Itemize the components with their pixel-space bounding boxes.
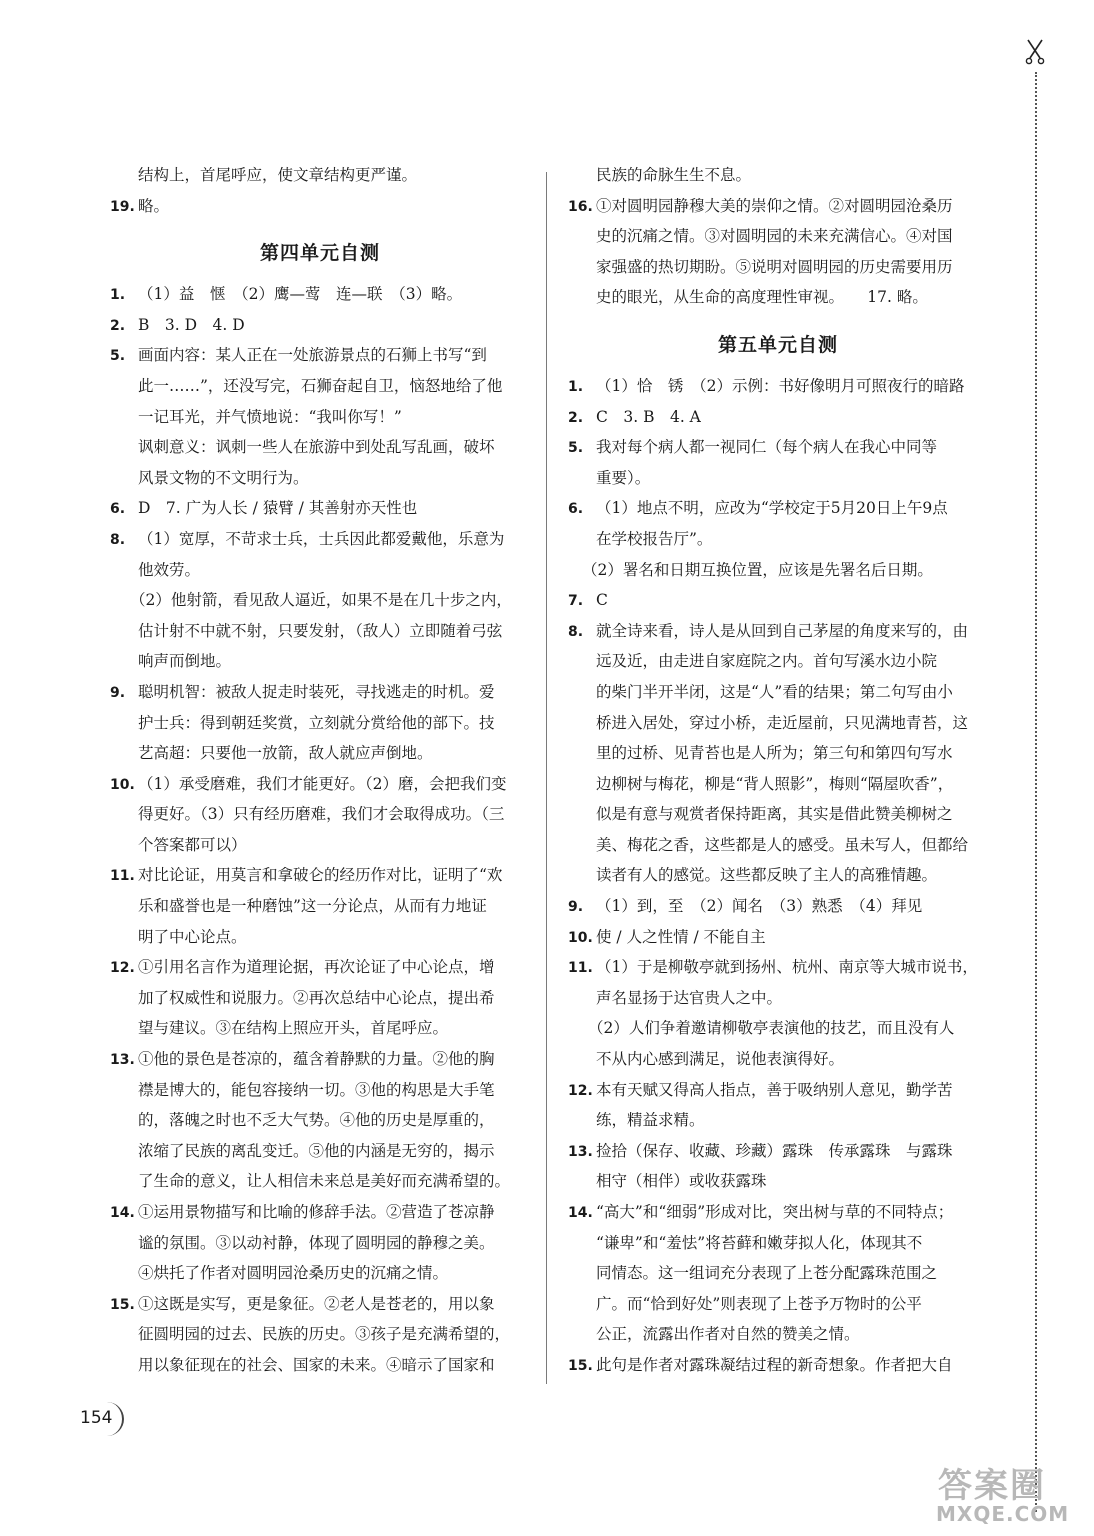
answer-line: [568, 952, 988, 983]
answer-line: [568, 1258, 988, 1289]
answer-line: [110, 952, 530, 983]
cut-dotted-line: [1035, 72, 1037, 1512]
answer-text: 征圆明园的过去、民族的历史。③孩子是充满希望的，: [138, 1325, 511, 1344]
answer-text: 此一……”，还没写完，石狮奋起自卫，恼怒地给了他: [138, 376, 503, 395]
answer-line: [110, 860, 530, 891]
question-number: 14.: [568, 1205, 593, 1221]
answer-line: [110, 738, 530, 769]
answer-line: [110, 310, 530, 341]
answer-text: ④烘托了作者对圆明园沧桑历史的沉痛之情。: [138, 1264, 449, 1283]
answer-text: 远及近，由走进自家庭院之内。首句写溪水边小院: [596, 652, 938, 671]
answer-line: [110, 555, 530, 586]
answer-text: “谦卑”和“羞怯”将苔藓和嫩芽拟人化，体现其不: [596, 1233, 923, 1252]
question-number: 13.: [568, 1143, 593, 1160]
answer-line: [568, 616, 988, 647]
answer-text: 望与建议。③在结构上照应开头，首尾呼应。: [138, 1019, 449, 1038]
answer-line: [568, 1105, 988, 1136]
answer-text: 桥进入居处，穿过小桥，走近屋前，只见满地青苔，这: [596, 713, 969, 732]
question-number: 12.: [568, 1082, 593, 1099]
answer-line: [568, 402, 988, 433]
answer-line: [568, 1136, 988, 1167]
answer-line: [110, 1289, 530, 1320]
answer-text: （1）于是柳敬亭就到扬州、杭州、南京等大城市说书，: [596, 958, 978, 977]
answer-text: 明了中心论点。: [138, 927, 247, 946]
question-number: 8.: [568, 623, 584, 640]
answer-text: 民族的命脉生生不息。: [596, 166, 752, 184]
answer-line: [568, 738, 988, 769]
left-column: [110, 160, 530, 1381]
answer-line: [568, 252, 988, 283]
answer-text: 里的过桥、见青苔也是人所为；第三句和第四句写水: [596, 744, 953, 763]
question-number: 1.: [568, 378, 584, 395]
column-divider: [546, 172, 547, 1384]
answer-line: [568, 860, 988, 891]
question-number: 8.: [110, 531, 126, 548]
answer-line: [110, 463, 530, 494]
answer-line: [568, 983, 988, 1014]
answer-line: [568, 1013, 988, 1044]
answer-line: [568, 799, 988, 830]
answer-text: 乐和盛誉也是一种磨蚀”这一分论点，从而有力地证: [138, 897, 487, 916]
answer-line: [110, 371, 530, 402]
question-number: 14.: [110, 1205, 135, 1221]
answer-text: 襟是博大的，能包容接纳一切。③他的构思是大手笔: [138, 1080, 495, 1099]
answer-text: （1）恰 锈 （2）示例：书好像明月可照夜行的暗路: [596, 376, 965, 395]
answer-text: 不从内心感到满足，说他表演得好。: [596, 1050, 845, 1069]
answer-line: [568, 221, 988, 252]
answer-text: 读者有人的感觉。这些都反映了主人的高雅情趣。: [596, 866, 938, 885]
answer-text: 广。而“恰到好处”则表现了上苍予万物时的公平: [596, 1294, 922, 1313]
answer-line: [568, 769, 988, 800]
answer-text: 此句是作者对露珠凝结过程的新奇想象。作者把大自: [596, 1355, 953, 1374]
answer-line: [110, 493, 530, 524]
question-number: 9.: [568, 899, 584, 916]
answer-text: 美、梅花之香，这些都是人的感受。虽未写人，但都给: [596, 835, 969, 854]
question-number: 12.: [110, 960, 135, 977]
answer-text: 声名显扬于达官贵人之中。: [596, 988, 783, 1007]
answer-text: （1）地点不明，应改为“学校定于5月20日上午9点: [596, 499, 948, 518]
answer-text: （1）益 惬 （2）鹰—莺 连—联 （3）略。: [138, 285, 463, 304]
answer-text: 得更好。（3）只有经历磨难，我们才会取得成功。（三: [138, 805, 505, 824]
answer-line: [568, 830, 988, 861]
answer-line: [568, 922, 988, 953]
answer-text: 重要）。: [596, 468, 651, 487]
answer-text: 他效劳。: [138, 560, 201, 579]
question-number: 5.: [110, 348, 126, 365]
question-number: 7.: [568, 593, 584, 610]
question-number: 13.: [110, 1052, 135, 1069]
answer-text: 本有天赋又得高人指点，善于吸纳别人意见，勤学苦: [596, 1080, 953, 1099]
answer-line: [110, 340, 530, 371]
answer-text: 护士兵：得到朝廷奖赏，立刻就分赏给他的部下。技: [138, 713, 495, 732]
answer-line: [568, 282, 988, 313]
answer-line: [568, 160, 988, 191]
answer-line: [568, 677, 988, 708]
answer-line: [110, 160, 530, 191]
answer-text: 练，精益求精。: [596, 1111, 705, 1130]
answer-line: [110, 616, 530, 647]
answer-line: [110, 1075, 530, 1106]
answer-text: 同情态。这一组词充分表现了上苍分配露珠范围之: [596, 1264, 938, 1283]
answer-line: [568, 555, 988, 586]
answer-text: （2）人们争着邀请柳敬亭表演他的技艺，而且没有人: [588, 1019, 955, 1038]
answer-text: 史的眼光，从生命的高度理性审视。 17. 略。: [596, 288, 928, 307]
answer-text: 结构上，首尾呼应，使文章结构更严谨。: [138, 166, 418, 184]
answer-line: [568, 646, 988, 677]
question-number: 6.: [110, 501, 126, 518]
answer-line: [110, 708, 530, 739]
answer-line: [110, 799, 530, 830]
watermark-line1: 答案圈: [938, 1466, 1046, 1506]
answer-text: 浓缩了民族的离乱变迁。⑤他的内涵是无穷的，揭示: [138, 1141, 495, 1160]
answer-text: 讽刺意义：讽刺一些人在旅游中到处乱写乱画，破坏: [138, 438, 495, 457]
answer-line: [110, 585, 530, 616]
answer-line: [568, 1319, 988, 1350]
answer-text: D 7. 广为人长 / 猿臂 / 其善射亦天性也: [138, 499, 418, 518]
answer-text: 的柴门半开半闭，这是“人”看的结果；第二句写由小: [596, 682, 953, 701]
question-number: 11.: [110, 868, 135, 885]
answer-line: [110, 1228, 530, 1259]
answer-line: [568, 1166, 988, 1197]
answer-line: [110, 1319, 530, 1350]
answer-text: 谧的氛围。③以动衬静，体现了圆明园的静穆之美。: [138, 1233, 495, 1252]
answer-line: [568, 708, 988, 739]
answer-text: 似是有意与观赏者保持距离，其实是借此赞美柳树之: [596, 805, 953, 824]
answer-text: 加了权威性和说服力。②再次总结中心论点，提出希: [138, 988, 495, 1007]
answer-line: [110, 279, 530, 310]
answer-text: （2）他射箭，看见敌人逼近，如果不是在几十步之内，: [130, 591, 512, 610]
question-number: 5.: [568, 440, 584, 457]
scissors-icon: [1020, 36, 1050, 66]
answer-text: C: [596, 591, 608, 610]
answer-text: 史的沉痛之情。③对圆明园的未来充满信心。④对国: [596, 227, 953, 246]
answer-line: [110, 1136, 530, 1167]
answer-line: [568, 891, 988, 922]
answer-text: 公正，流露出作者对自然的赞美之情。: [596, 1325, 860, 1344]
answer-text: 响声而倒地。: [138, 652, 232, 671]
answer-line: [110, 830, 530, 861]
answer-line: [568, 1197, 988, 1228]
answer-text: 捡拾（保存、收藏、珍藏）露珠 传承露珠 与露珠: [596, 1141, 953, 1160]
answer-line: [568, 585, 988, 616]
answer-text: 艺高超：只要他一放箭，敌人就应声倒地。: [138, 744, 433, 763]
question-number: 9.: [110, 684, 126, 701]
answer-text: 使 / 人之性情 / 不能自主: [596, 927, 766, 946]
watermark-line2: MXQE.COM: [936, 1502, 1070, 1526]
answer-text: （1）承受磨难，我们才能更好。（2）磨，会把我们变: [138, 774, 507, 793]
question-number: 16.: [568, 198, 593, 215]
answer-text: 就全诗来看，诗人是从回到自己茅屋的角度来写的，由: [596, 621, 969, 640]
answer-line: [568, 1289, 988, 1320]
answer-line: [110, 1013, 530, 1044]
answer-text: ①这既是实写，更是象征。②老人是苍老的，用以象: [138, 1294, 495, 1313]
answer-text: ①他的景色是苍凉的，蕴含着静默的力量。②他的胸: [138, 1050, 495, 1069]
answer-line: [110, 191, 530, 222]
answer-line: [568, 493, 988, 524]
question-number: 19.: [110, 198, 135, 215]
answer-text: 聪明机智：被敌人捉走时装死，寻找逃走的时机。爱: [138, 682, 495, 701]
answer-text: ①对圆明园静穆大美的崇仰之情。②对圆明园沧桑历: [596, 196, 953, 215]
answer-text: 我对每个病人都一视同仁（每个病人在我心中同等: [596, 438, 938, 457]
answer-line: [110, 1197, 530, 1228]
answer-text: 相守（相伴）或收获露珠: [596, 1172, 767, 1191]
answer-text: 个答案都可以）: [138, 835, 247, 854]
answer-text: C 3. B 4. A: [596, 407, 701, 426]
page-number: 154: [80, 1408, 113, 1428]
answer-line: [110, 1105, 530, 1136]
answer-text: （1）宽厚，不苛求士兵，士兵因此都爱戴他，乐意为: [138, 529, 505, 548]
answer-text: 一记耳光，并气愤地说：“我叫你写！”: [138, 407, 402, 426]
answer-line: [110, 891, 530, 922]
question-number: 2.: [568, 409, 584, 426]
answer-text: 家强盛的热切期盼。⑤说明对圆明园的历史需要用历: [596, 257, 953, 276]
answer-text: “高大”和“细弱”形成对比，突出树与草的不同特点；: [596, 1203, 954, 1221]
answer-line: [110, 769, 530, 800]
answer-line: [568, 1075, 988, 1106]
answer-line: [568, 463, 988, 494]
answer-text: 风景文物的不文明行为。: [138, 468, 309, 487]
answer-line: [110, 922, 530, 953]
answer-line: [568, 371, 988, 402]
question-number: 6.: [568, 501, 584, 518]
answer-text: （1）到，至 （2）闻名 （3）熟悉 （4）拜见: [596, 897, 923, 916]
section-heading: 第四单元自测: [259, 242, 380, 265]
answer-line: [568, 191, 988, 222]
answer-line: [110, 677, 530, 708]
answer-text: B 3. D 4. D: [138, 315, 245, 334]
answer-text: （2）署名和日期互换位置，应该是先署名后日期。: [582, 560, 933, 579]
answer-line: [110, 524, 530, 555]
answer-text: 用以象征现在的社会、国家的未来。④暗示了国家和: [138, 1355, 495, 1374]
answer-text: 估计射不中就不射，只要发射，（敌人）立即随着弓弦: [138, 621, 503, 640]
answer-line: [568, 1228, 988, 1259]
answer-line: [568, 432, 988, 463]
answer-line: [110, 1166, 530, 1197]
section-heading: 第五单元自测: [717, 333, 838, 356]
question-number: 15.: [568, 1357, 593, 1374]
answer-line: [110, 646, 530, 677]
answer-line: [568, 1350, 988, 1381]
answer-line: [568, 1044, 988, 1075]
answer-line: [110, 1044, 530, 1075]
answer-text: 略。: [138, 196, 170, 215]
answer-line: [110, 402, 530, 433]
answer-line: [110, 1350, 530, 1381]
right-column: [568, 160, 988, 1381]
answer-text: ①引用名言作为道理论据，再次论证了中心论点，增: [138, 958, 495, 977]
answer-text: 画面内容：某人正在一处旅游景点的石狮上书写“到: [138, 346, 487, 365]
answer-text: 边柳树与梅花，柳是“背人照影”，梅则“隔屋吹香”，: [596, 774, 954, 793]
answer-text: 了生命的意义，让人相信未来总是美好而充满希望的。: [138, 1172, 511, 1191]
question-number: 2.: [110, 317, 126, 334]
answer-text: 对比论证，用莫言和拿破仑的经历作对比，证明了“欢: [138, 866, 503, 885]
answer-line: [110, 432, 530, 463]
answer-line: [110, 1258, 530, 1289]
answer-text: ①运用景物描写和比喻的修辞手法。②营造了苍凉静: [138, 1203, 495, 1221]
answer-text: 在学校报告厅”。: [596, 529, 713, 548]
answer-text: 的，落魄之时也不乏大气势。④他的历史是厚重的，: [138, 1111, 495, 1130]
question-number: 15.: [110, 1296, 135, 1313]
answer-line: [568, 524, 988, 555]
answer-line: [110, 983, 530, 1014]
question-number: 11.: [568, 960, 593, 977]
question-number: 10.: [568, 929, 593, 946]
watermark-logo: [930, 1458, 1090, 1534]
question-number: 10.: [110, 776, 135, 793]
question-number: 1.: [110, 287, 126, 304]
